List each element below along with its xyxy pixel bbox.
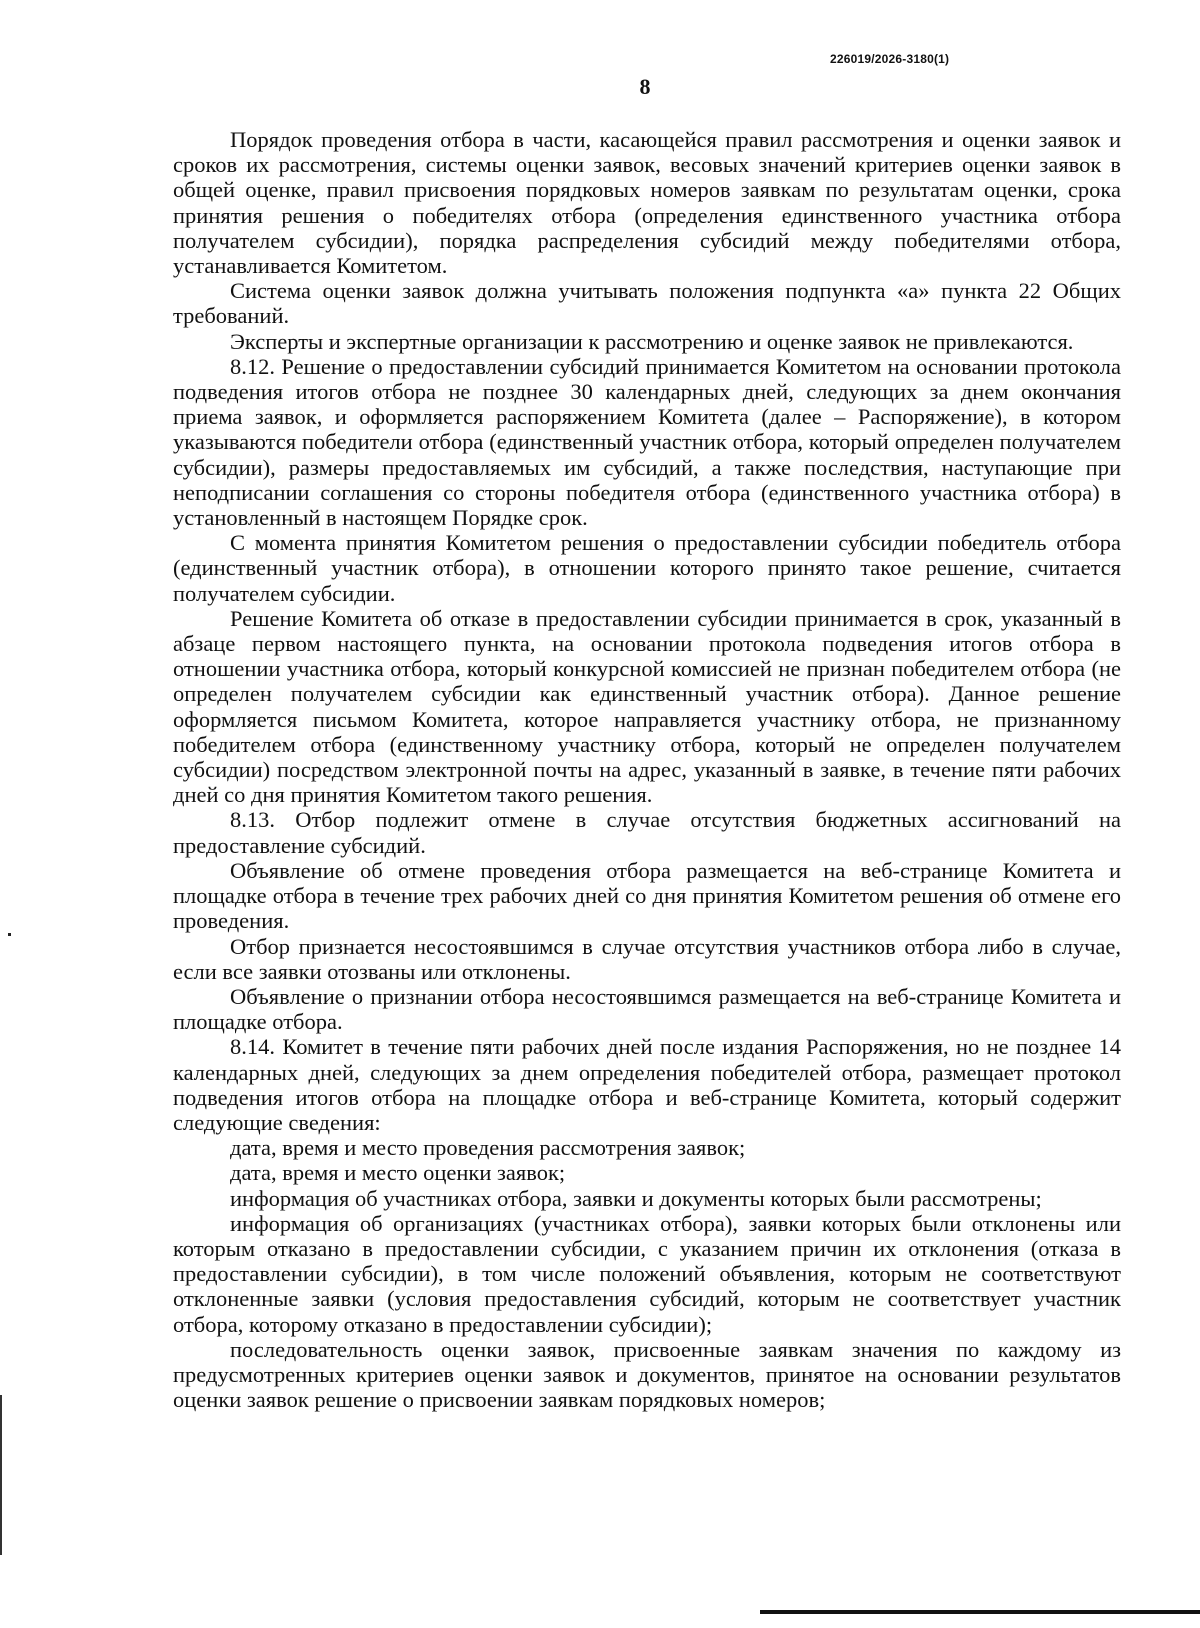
scan-bottom-edge-line — [760, 1610, 1200, 1614]
page-number: 8 — [639, 74, 651, 99]
paragraph: С момента принятия Комитетом решения о предоставлении субсидии победитель отбора (единственный участник отбора), в отношении которого принято такое решение, считается получателем субсидии. — [173, 530, 1121, 606]
list-item: последовательность оценки заявок, присвоенные заявкам значения по каждому из предусмотренных критериев оценки заявок и документов, принятое на основании результатов оценки заявок решение о присвоении заявкам порядковых номеров; — [173, 1336, 1121, 1413]
paragraph: Отбор признается несостоявшимся в случае отсутствия участников отбора либо в случае, если все заявки отозваны или отклонены. — [173, 933, 1121, 984]
paragraph: Объявление о признании отбора несостоявшимся размещается на веб-странице Комитета и площадке отбора. — [173, 983, 1121, 1035]
list-item: дата, время и место проведения рассмотрения заявок; — [230, 1135, 746, 1161]
paragraph: Порядок проведения отбора в части, касающейся правил рассмотрения и оценки заявок и сроков их рассмотрения, системы оценки заявок, весовых значений критериев оценки заявок в общей оценке, правил присвоения порядковых номеров заявкам по результатам оценки, срока принятия решения о победителях отбора (определения единственного участника отбора получателем субсидии), порядка распределения субсидий между победителями отбора, устанавливается Комитетом. — [173, 127, 1121, 279]
scan-dot — [8, 933, 11, 936]
document-body — [173, 127, 1121, 1412]
list-item: информация об организациях (участниках отбора), заявки которых были отклонены или которым отказано в предоставлении субсидии, с указанием причин их отклонения (отказа в предоставлении субсидии), в том числе положений объявления, которым не соответствуют отклоненные заявки (условия предоставления субсидий, которым не соответствует участник отбора, которому отказано в предоставлении субсидии); — [173, 1210, 1121, 1337]
paragraph: Объявление об отмене проведения отбора размещается на веб-странице Комитета и площадке отбора в течение трех рабочих дней со дня принятия Комитетом решения об отмене его проведения. — [173, 857, 1121, 934]
paragraph: 8.12. Решение о предоставлении субсидий принимается Комитетом на основании протокола подведения итогов отбора не позднее 30 календарных дней, следующих за днем окончания приема заявок, и оформляется распоряжением Комитета (далее – Распоряжение), в котором указываются победители отбора (единственный участник отбора, который определен получателем субсидии), размеры предоставляемых им субсидий, а также последствия, наступающие при неподписании соглашения со стороны победителя отбора (единственного участника отбора) в установленный в настоящем Порядке срок. — [173, 353, 1121, 531]
paragraph: Система оценки заявок должна учитывать положения подпункта «а» пункта 22 Общих требований. — [173, 278, 1121, 329]
paragraph: Решение Комитета об отказе в предоставлении субсидии принимается в срок, указанный в абзаце первом настоящего пункта, на основании протокола подведения итогов отбора в отношении участника отбора, который конкурсной комиссией не признан победителем отбора (не определен получателем субсидии как единственный участник отбора). Данное решение оформляется письмом Комитета, которое направляется участнику отбора, не признанному победителем отбора (единственному участнику отбора, который не определен получателем субсидии) посредством электронной почты на адрес, указанный в заявке, в течение пяти рабочих дней со дня принятия Комитетом такого решения. — [173, 605, 1121, 808]
list-item: дата, время и место оценки заявок; — [230, 1160, 566, 1186]
list-item: информация об участниках отбора, заявки и документы которых были рассмотрены; — [230, 1185, 1042, 1211]
paragraph: 8.14. Комитет в течение пяти рабочих дней после издания Распоряжения, но не позднее 14 календарных дней, следующих за днем определения победителей отбора, размещает протокол подведения итогов отбора на площадке отбора и веб-странице Комитета, который содержит следующие сведения: — [173, 1034, 1121, 1135]
paragraph: 8.13. Отбор подлежит отмене в случае отсутствия бюджетных ассигнований на предоставление субсидий. — [173, 807, 1121, 858]
document-registration-number: 226019/2026-3180(1) — [830, 52, 950, 66]
scan-left-edge-mark — [0, 1395, 2, 1555]
paragraph: Эксперты и экспертные организации к рассмотрению и оценке заявок не привлекаются. — [230, 328, 1074, 354]
